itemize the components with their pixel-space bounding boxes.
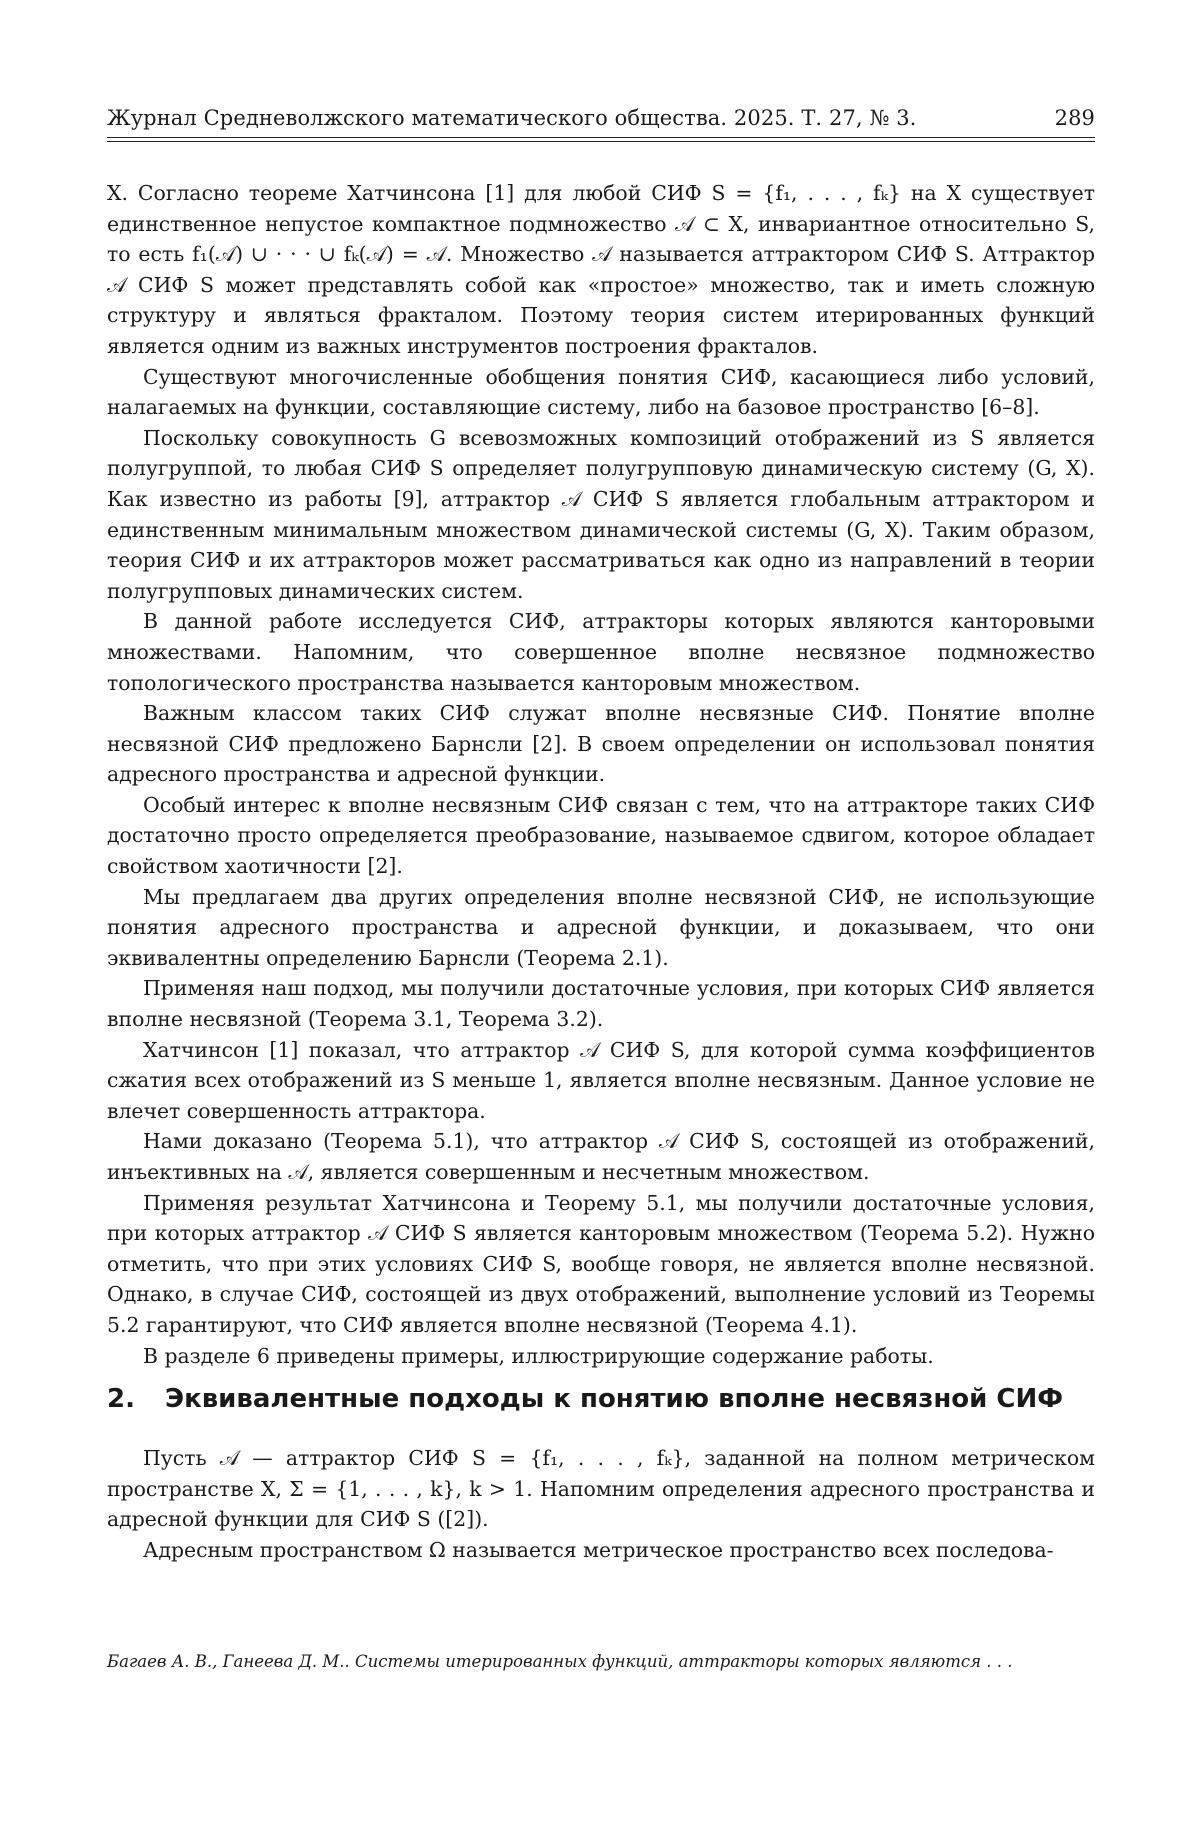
journal-title: Журнал Средневолжского математического общества. 2025. Т. 27, № 3. — [107, 106, 917, 130]
header-rule-top — [107, 137, 1095, 138]
paragraph: Важным классом таких СИФ служат вполне несвязные СИФ. Понятие вполне несвязной СИФ предложено Барнсли [2]. В своем определении он использовал понятия адресного пространства и адресной функции. — [107, 701, 1095, 787]
section-number: 2. — [107, 1384, 135, 1414]
paragraph: В разделе 6 приведены примеры, иллюстрирующие содержание работы. — [143, 1343, 934, 1368]
paragraph: Применяя наш подход, мы получили достаточные условия, при которых СИФ является вполне несвязной (Теорема 3.1, Теорема 3.2). — [107, 976, 1095, 1032]
paragraph: X. Согласно теореме Хатчинсона [1] для любой СИФ S = {f₁, . . . , fₖ} на X существует единственное непустое компактное подмножество 𝒜 ⊂ X, инвариантное относительно S, то есть f₁(𝒜) ∪ · · · ∪ fₖ(𝒜) = 𝒜. Множество 𝒜 называется аттрактором СИФ S. Аттрактор 𝒜 СИФ S может представлять собой как «простое» множество, так и иметь сложную структуру и являться фракталом. Поэтому теория систем итерированных функций является одним из важных инструментов построения фракталов. — [107, 181, 1095, 358]
paragraph: Существуют многочисленные обобщения понятия СИФ, касающиеся либо условий, налагаемых на функции, составляющие систему, либо на базовое пространство [6–8]. — [107, 364, 1095, 420]
paragraph: Адресным пространством Ω называется метрическое пространство всех последова- — [143, 1537, 1054, 1562]
paragraph: Хатчинсон [1] показал, что аттрактор 𝒜 СИФ S, для которой сумма коэффициентов сжатия всех отображений из S меньше 1, является вполне несвязным. Данное условие не влечет совершенность аттрактора. — [107, 1037, 1095, 1123]
paragraph: Поскольку совокупность G всевозможных композиций отображений из S является полугруппой, то любая СИФ S определяет полугрупповую динамическую систему (G, X). Как известно из работы [9], аттрактор 𝒜 СИФ S является глобальным аттрактором и единственным минимальным множеством динамической системы (G, X). Таким образом, теория СИФ и их аттракторов может рассматриваться как одно из направлений в теории полугрупповых динамических систем. — [107, 425, 1095, 603]
page-number: 289 — [1054, 106, 1095, 130]
section-title: Эквивалентные подходы к понятию вполне несвязной СИФ — [165, 1384, 1064, 1414]
section-heading — [107, 1382, 1095, 1416]
paragraph: Особый интерес к вполне несвязным СИФ связан с тем, что на аттракторе таких СИФ достаточно просто определяется преобразование, называемое сдвигом, которое обладает свойством хаотичности [2]. — [107, 792, 1095, 879]
paragraph: Пусть 𝒜 — аттрактор СИФ S = {f₁, . . . , fₖ}, заданной на полном метрическом пространстве X, Σ = {1, . . . , k}, k > 1. Напомним определения адресного пространства и адресной функции для СИФ S ([2]). — [107, 1446, 1095, 1532]
paragraph: Нами доказано (Теорема 5.1), что аттрактор 𝒜 СИФ S, состоящей из отображений, инъективных на 𝒜, является совершенным и несчетным множеством. — [107, 1129, 1095, 1184]
paragraph: Применяя результат Хатчинсона и Теорему 5.1, мы получили достаточные условия, при которых аттрактор 𝒜 СИФ S является канторовым множеством (Теорема 5.2). Нужно отметить, что при этих условиях СИФ S, вообще говоря, не является вполне несвязной. Однако, в случае СИФ, состоящей из двух отображений, выполнение условий из Теоремы 5.2 гарантируют, что СИФ является вполне несвязной (Теорема 4.1). — [107, 1190, 1095, 1337]
paragraph: Мы предлагаем два других определения вполне несвязной СИФ, не использующие понятия адресного пространства и адресной функции, и доказываем, что они эквивалентны определению Барнсли (Теорема 2.1). — [107, 884, 1095, 970]
header-rule-bottom — [107, 141, 1095, 142]
running-header — [107, 106, 1095, 134]
paragraph: В данной работе исследуется СИФ, аттракторы которых являются канторовыми множествами. Напомним, что совершенное вполне несвязное подмножество топологического пространства называется канторовым множеством. — [107, 609, 1095, 695]
main-text — [107, 178, 1095, 1371]
section-text — [107, 1443, 1095, 1565]
running-footer: Багаев А. В., Ганеева Д. М.. Системы итерированных функций, аттракторы которых являются . . . — [107, 1652, 1013, 1671]
